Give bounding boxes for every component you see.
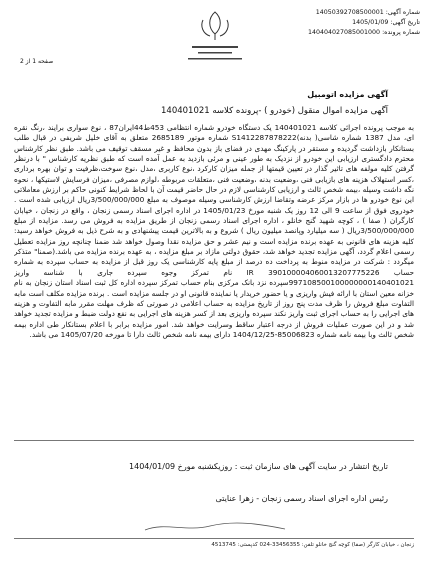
judiciary-emblem-icon (170, 6, 260, 68)
signature-line: رئیس اداره اجرای اسناد رسمی زنجان - زهرا عنایتی (215, 494, 388, 503)
ad-date: تاریخ آگهی: 1405/01/09 (352, 19, 420, 26)
signature-stamp (140, 520, 290, 534)
document-title: آگهی مزایده اتومبیل (307, 90, 388, 99)
divider (14, 440, 414, 441)
office-address: زنجان ، خیابان کارگر (صفا) کوچه گنج خانلو تلفن: 33456355-024 کدپستی: 4513745 (211, 542, 414, 548)
footer-divider (14, 538, 414, 539)
ad-metadata (270, 8, 420, 38)
document-subtitle: آگهی مزایده اموال منقول (خودرو ) -پرونده کلاسه 140401021 (161, 106, 388, 116)
ad-number: شماره آگهی: 14050392708500001 (315, 9, 420, 16)
page-number: صفحه 1 از 2 (20, 58, 54, 65)
auction-notice-body: به موجب پرونده اجرائی کلاسه 140401021 یک دستگاه خودرو شماره انتظامی 453ط44ایران87 ، نوع سواری برایند ،رنگ نقره ای، مدل 1387 شماره شاسی( بدنه)S1412287878222 شماره موتور 2685189 متعلق به آقای خلیل شریفی در قبال طلب بستانکار بازداشت گردیده و مستقر در پارکینگ مهدی در فضای باز بدون محافظ و غیر مسقف توقیف می باشد. طبق نظر کارشناس محترم دادگستری ارزیابی این خودرو از نزدیک به طور عینی و مرئی بازدید به عمل آمده است که طبق نظریه کارشناس " با درنظر گرفتن کلیه مولفه های تاثیر گذار در تعیین قیمتها از جمله میزان کارکرد ،نوع کاربری ،مدل ،نوع سوخت،ظرفیت و توان بهره برداری ،کسر استهلاک هزینه های بازیابی فنی ،وضعیت بدنه ،وضعیت فنی ،متعلقات مربوطه ،لوازم مصرفی ،میزان فرسایش لاستیکها ، نحوه نگه داشت وسیله ،بیمه شخص ثالث و ارزیابی کارشناسی لازم در حال حاضر قیمت آن با لحاظ شرایط کنونی حاکم بر ارزش معاملاتی این نوع خودرو ها در بازار مرکز عرضه وتقاضا ارزش کارشناسی وسیله موصوف به مبلغ 3/500/000/000ریال ارزیابی شده است . خودروی فوق از ساعت 9 الی 12 روز یک شنبه مورخ 1405/01/23 در اداره اجرای اسناد رسمی زنجان ، واقع در زنجان ، خیابان کارگران ( صفا ) ، کوچه شهید گنج خانلو ، اداره اجرای اسناد رسمی زنجان از طریق مزایده به فروش می رسد. مزایده از مبلغ 3/500/000/000ریال ( سه میلیارد وپانصد میلیون ریال ) شروع و به بالاترین قیمت پیشنهادی و به شرح ذیل به فروش خواهد رسید: کلیه هزینه های قانونی به عهده برنده مزایده است و نیم عشر و حق مزایده نقدا وصول خواهد شد ضمنا چنانچه روز مزایده تعطیل رسمی اعلام گردد، آگهی مزایده تجدید خواهد شد، حقوق دولتی مازاد بر مبلغ مزایده ، به عهده برنده مزایده می باشد.(صمنا" متذکر میگردد : شرکت در مزایده منوط به پرداخت ده درصد از مبلغ پایه کارشناسی یک روز قبل از مزایده به حساب سپرده به شماره حساب IR 390100004060013207775226 نام تمرکز وجوه سپرده جاری با شناسه واریز 997108500100000000140401021سپرده نزد بانک مرکزی بنام حساب تمرکز سپرده اداره کل ثبت اسناد استان زنجان به نام خزانه معین استان با ارائه فیش واریزی و یا حضور خریدار یا نماینده قانونی او در جلسه مزایده است . برنده مزایده مکلف است مابه التفاوت مبلغ فروش را ظرف مدت پنج روز از تاریخ مزایده به حساب اعلامی در صورتی که ظرف مهلت مقرر مابه التفاوت و هزینه های اجرایی را به حساب اجرای ثبت واریز نکند سپرده واریزی بعد از کسر هزینه های اجرایی به نفع دولت ضبط و مزایده تجدید خواهد شد و در این صورت عملیات فروش از درجه اعتبار ساقط وسرایت خواهد شد. امور مزایده برابر با اعلام بستانکار طی اداره بیمه شخص ثالث وبا بیمه نامه شماره 85006823-1404/12/25 دارای بیمه نامه شخص ثالث دارا تا مورخه 1405/07/20 می باشد. (14, 123, 414, 339)
case-number: شماره پرونده: 140404027085001000 (307, 29, 420, 36)
publish-date-line: تاریخ انتشار در سایت آگهی های سازمان ثبت : روزیکشنبه مورخ 1404/01/09 (129, 462, 388, 471)
